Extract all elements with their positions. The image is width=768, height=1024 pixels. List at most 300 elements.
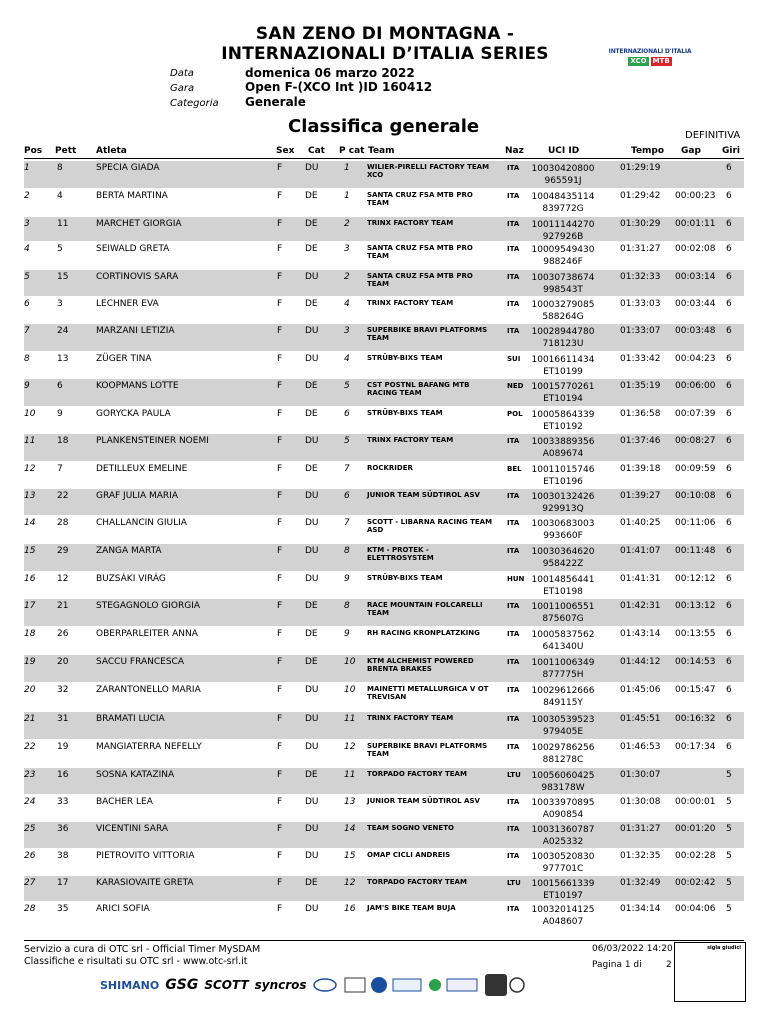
- cell-gap: 00:13:12: [675, 601, 716, 611]
- cell-pett: 35: [57, 904, 69, 914]
- cell-gap: 00:03:14: [675, 272, 716, 282]
- cell-tempo: 01:37:46: [620, 436, 661, 446]
- cell-uci: 10015770261 ET10194: [531, 382, 595, 404]
- cell-pcat: 3: [344, 326, 350, 336]
- cell-gap: 00:01:11: [675, 219, 716, 229]
- cell-team: TRINX FACTORY TEAM: [367, 714, 454, 722]
- cell-cat: DE: [305, 409, 318, 419]
- cell-atleta: BERTA MARTINA: [96, 191, 168, 201]
- cell-gap: 00:00:01: [675, 797, 716, 807]
- cell-gap: 00:14:53: [675, 657, 716, 667]
- cell-atleta: MARCHET GIORGIA: [96, 219, 182, 229]
- cell-cat: DU: [305, 904, 319, 914]
- cell-tempo: 01:30:08: [620, 797, 661, 807]
- col-cat: Cat: [308, 146, 325, 156]
- cell-pcat: 12: [344, 878, 356, 888]
- cell-atleta: BRAMATI LUCIA: [96, 714, 165, 724]
- cell-cat: DE: [305, 601, 318, 611]
- logo-text: INTERNAZIONALI D'ITALIA: [608, 48, 692, 55]
- cell-giri: 6: [726, 685, 732, 695]
- cell-atleta: OBERPARLEITER ANNA: [96, 629, 198, 639]
- cell-tempo: 01:43:14: [620, 629, 661, 639]
- cell-pos: 4: [24, 244, 30, 254]
- judges-signature-label: sigla giudici: [707, 945, 741, 951]
- cell-giri: 5: [726, 904, 732, 914]
- cell-pos: 5: [24, 272, 30, 282]
- cell-pett: 7: [57, 464, 63, 474]
- cell-pcat: 10: [344, 657, 356, 667]
- cell-naz: ITA: [507, 743, 520, 751]
- cell-cat: DU: [305, 163, 319, 173]
- cell-gap: 00:11:06: [675, 518, 716, 528]
- cell-cat: DE: [305, 191, 318, 201]
- cell-pett: 38: [57, 851, 69, 861]
- cell-naz: ITA: [507, 327, 520, 335]
- cell-pcat: 6: [344, 409, 350, 419]
- cell-tempo: 01:34:14: [620, 904, 661, 914]
- cell-pcat: 16: [344, 904, 356, 914]
- cell-tempo: 01:41:31: [620, 574, 661, 584]
- cell-pett: 9: [57, 409, 63, 419]
- cell-cat: DE: [305, 770, 318, 780]
- table-row: [24, 217, 744, 241]
- cell-cat: DE: [305, 381, 318, 391]
- table-row: [24, 161, 744, 188]
- cell-pett: 17: [57, 878, 69, 888]
- footer-page-label: Pagina 1 di: [592, 960, 642, 970]
- cell-pos: 3: [24, 219, 30, 229]
- col-sex: Sex: [276, 146, 295, 156]
- cell-tempo: 01:44:12: [620, 657, 661, 667]
- cell-pett: 13: [57, 354, 69, 364]
- cell-naz: BEL: [507, 465, 522, 473]
- cell-pett: 12: [57, 574, 69, 584]
- event-title-line2: INTERNAZIONALI D’ITALIA SERIES: [221, 44, 549, 64]
- cell-pett: 33: [57, 797, 69, 807]
- cell-atleta: KOOPMANS LOTTE: [96, 381, 179, 391]
- cell-pos: 26: [24, 851, 36, 861]
- cell-tempo: 01:30:07: [620, 770, 661, 780]
- cell-gap: 00:02:42: [675, 878, 716, 888]
- cell-atleta: SOSNA KATAZINA: [96, 770, 175, 780]
- cell-gap: 00:00:23: [675, 191, 716, 201]
- cell-uci: 10033970895 A090854: [531, 798, 595, 820]
- cell-naz: HUN: [507, 575, 525, 583]
- cell-sex: F: [277, 491, 283, 501]
- cell-giri: 6: [726, 742, 732, 752]
- cell-naz: ITA: [507, 547, 520, 555]
- cell-tempo: 01:33:03: [620, 299, 661, 309]
- table-row: [24, 270, 744, 296]
- cell-pos: 13: [24, 491, 36, 501]
- cell-pcat: 7: [344, 518, 350, 528]
- cell-uci: 10033889356 A089674: [531, 437, 595, 459]
- table-row: [24, 599, 744, 626]
- cell-atleta: CHALLANCIN GIULIA: [96, 518, 187, 528]
- cell-pcat: 2: [344, 272, 350, 282]
- cell-sex: F: [277, 574, 283, 584]
- sponsor-gsg: GSG: [165, 977, 199, 993]
- cell-naz: SUI: [507, 355, 521, 363]
- cell-cat: DU: [305, 491, 319, 501]
- cell-team: TEAM SOGNO VENETO: [367, 824, 454, 832]
- cell-tempo: 01:36:58: [620, 409, 661, 419]
- cell-pos: 21: [24, 714, 36, 724]
- cell-pos: 18: [24, 629, 36, 639]
- cell-giri: 6: [726, 657, 732, 667]
- cell-atleta: VICENTINI SARA: [96, 824, 168, 834]
- cell-tempo: 01:45:06: [620, 685, 661, 695]
- cell-gap: 00:16:32: [675, 714, 716, 724]
- cell-uci: 10030364620 958422Z: [531, 547, 595, 569]
- cell-uci: 10048435114 839772G: [531, 192, 595, 214]
- cell-gap: 00:17:34: [675, 742, 716, 752]
- cell-giri: 5: [726, 824, 732, 834]
- cell-cat: DE: [305, 299, 318, 309]
- cell-giri: 6: [726, 299, 732, 309]
- cell-sex: F: [277, 436, 283, 446]
- cell-team: JUNIOR TEAM SÜDTIROL ASV: [367, 491, 480, 499]
- cell-pos: 1: [24, 163, 30, 173]
- cell-uci: 10030683003 993660F: [531, 519, 595, 541]
- footer-service: Servizio a cura di OTC srl - Official Timer MySDAM: [24, 944, 261, 955]
- cell-tempo: 01:32:33: [620, 272, 661, 282]
- cell-atleta: BUZSÁKI VIRÁG: [96, 574, 166, 584]
- col-naz: Naz: [505, 146, 524, 156]
- cell-atleta: SEIWALD GRETA: [96, 244, 170, 254]
- cell-cat: DU: [305, 685, 319, 695]
- header-divider: [24, 158, 744, 159]
- sponsor-logos-icon: [313, 973, 533, 997]
- cell-pett: 32: [57, 685, 69, 695]
- cell-pcat: 13: [344, 797, 356, 807]
- cell-team: SCOTT - LIBARNA RACING TEAM ASD: [367, 518, 493, 534]
- event-title-line1: SAN ZENO DI MONTAGNA -: [255, 24, 515, 44]
- table-row: [24, 379, 744, 406]
- cell-pett: 36: [57, 824, 69, 834]
- cell-team: SUPERBIKE BRAVI PLATFORMS TEAM: [367, 742, 488, 758]
- cell-naz: ITA: [507, 658, 520, 666]
- table-row: [24, 768, 744, 794]
- cell-pett: 15: [57, 272, 69, 282]
- table-row: [24, 627, 744, 654]
- col-uci: UCI ID: [548, 146, 580, 156]
- cell-pcat: 7: [344, 464, 350, 474]
- cell-gap: 00:04:23: [675, 354, 716, 364]
- cell-uci: 10029612666 849115Y: [531, 686, 595, 708]
- table-row: [24, 324, 744, 351]
- cell-cat: DU: [305, 518, 319, 528]
- cell-sex: F: [277, 878, 283, 888]
- cell-naz: ITA: [507, 519, 520, 527]
- cell-cat: DE: [305, 464, 318, 474]
- cell-tempo: 01:31:27: [620, 244, 661, 254]
- cell-pos: 28: [24, 904, 36, 914]
- cell-pcat: 11: [344, 770, 356, 780]
- table-row: [24, 822, 744, 848]
- table-row: [24, 712, 744, 739]
- cell-cat: DU: [305, 797, 319, 807]
- cell-uci: 10011006551 875607G: [531, 602, 595, 624]
- cell-team: STRÜBY-BIXS TEAM: [367, 409, 443, 417]
- cell-pett: 29: [57, 546, 69, 556]
- cell-naz: ITA: [507, 300, 520, 308]
- cell-atleta: DETILLEUX EMELINE: [96, 464, 188, 474]
- cell-pett: 20: [57, 657, 69, 667]
- cell-uci: 10005837562 641340U: [531, 630, 595, 652]
- gara-label: Gara: [170, 83, 195, 94]
- cell-naz: POL: [507, 410, 523, 418]
- cell-gap: 00:13:55: [675, 629, 716, 639]
- cell-sex: F: [277, 657, 283, 667]
- cell-team: TRINX FACTORY TEAM: [367, 299, 454, 307]
- cell-pett: 16: [57, 770, 69, 780]
- cell-team: KTM - PROTEK - ELETTROSYSTEM: [367, 546, 434, 562]
- cell-pos: 16: [24, 574, 36, 584]
- cell-pos: 7: [24, 326, 30, 336]
- table-row: [24, 572, 744, 598]
- cell-giri: 6: [726, 491, 732, 501]
- cell-gap: 00:11:48: [675, 546, 716, 556]
- report-status: DEFINITIVA: [685, 130, 741, 141]
- cell-uci: 10005864339 ET10192: [531, 410, 595, 432]
- cell-pett: 11: [57, 219, 69, 229]
- col-atleta: Atleta: [96, 146, 127, 156]
- cell-uci: 10014856441 ET10198: [531, 575, 595, 597]
- cell-pett: 18: [57, 436, 69, 446]
- table-row: [24, 902, 744, 932]
- sponsor-syncros: syncros: [254, 978, 307, 992]
- col-tempo: Tempo: [631, 146, 665, 156]
- cell-sex: F: [277, 244, 283, 254]
- table-row: [24, 876, 744, 901]
- cell-tempo: 01:29:42: [620, 191, 661, 201]
- cell-pett: 8: [57, 163, 63, 173]
- table-row: [24, 795, 744, 821]
- footer-page-total: 2: [666, 960, 672, 970]
- cell-giri: 6: [726, 409, 732, 419]
- cell-gap: 00:01:20: [675, 824, 716, 834]
- cell-tempo: 01:31:27: [620, 824, 661, 834]
- cell-uci: 10016611434 ET10199: [531, 355, 595, 377]
- cell-sex: F: [277, 326, 283, 336]
- cell-atleta: ZANGA MARTA: [96, 546, 162, 556]
- cell-sex: F: [277, 163, 283, 173]
- cell-uci: 10030520830 977701C: [531, 852, 595, 874]
- cell-team: TORPADO FACTORY TEAM: [367, 878, 467, 886]
- cell-tempo: 01:33:42: [620, 354, 661, 364]
- cell-atleta: ARICI SOFIA: [96, 904, 150, 914]
- cell-pcat: 5: [344, 436, 350, 446]
- cell-pcat: 15: [344, 851, 356, 861]
- cell-team: RACE MOUNTAIN FOLCARELLI TEAM: [367, 601, 483, 617]
- cell-cat: DU: [305, 574, 319, 584]
- cell-team: STRÜBY-BIXS TEAM: [367, 354, 443, 362]
- cell-atleta: GORYCKA PAULA: [96, 409, 171, 419]
- cell-sex: F: [277, 272, 283, 282]
- cell-pos: 24: [24, 797, 36, 807]
- cell-sex: F: [277, 219, 283, 229]
- table-row: [24, 407, 744, 433]
- cell-pos: 11: [24, 436, 36, 446]
- col-team: Team: [368, 146, 395, 156]
- col-giri: Giri: [722, 146, 740, 156]
- cell-team: TRINX FACTORY TEAM: [367, 436, 454, 444]
- table-row: [24, 189, 744, 217]
- gara-value: Open F-(XCO Int )ID 160412: [245, 80, 433, 94]
- cell-giri: 5: [726, 797, 732, 807]
- cell-pos: 12: [24, 464, 36, 474]
- cell-pos: 22: [24, 742, 36, 752]
- logo-xco: XCO: [630, 57, 647, 65]
- table-row: [24, 489, 744, 515]
- cell-sex: F: [277, 601, 283, 611]
- report-title: Classifica generale: [288, 116, 480, 137]
- sponsor-strip: [100, 972, 600, 998]
- col-pos: Pos: [24, 146, 43, 156]
- cell-naz: ITA: [507, 492, 520, 500]
- cell-atleta: ZARANTONELLO MARIA: [96, 685, 201, 695]
- cell-sex: F: [277, 299, 283, 309]
- cell-tempo: 01:32:49: [620, 878, 661, 888]
- cell-gap: 00:03:44: [675, 299, 716, 309]
- table-row: [24, 297, 744, 323]
- data-value: domenica 06 marzo 2022: [245, 66, 415, 80]
- cell-naz: LTU: [507, 771, 521, 779]
- cell-uci: 10030539523 979405E: [531, 715, 595, 737]
- footer-datetime: 06/03/2022 14:20: [592, 944, 673, 954]
- cell-pos: 9: [24, 381, 30, 391]
- cell-tempo: 01:30:29: [620, 219, 661, 229]
- data-label: Data: [170, 68, 194, 79]
- cell-naz: ITA: [507, 798, 520, 806]
- cell-giri: 5: [726, 770, 732, 780]
- cell-cat: DU: [305, 742, 319, 752]
- col-pcat: P cat: [339, 146, 365, 156]
- cell-tempo: 01:39:27: [620, 491, 661, 501]
- cell-giri: 5: [726, 851, 732, 861]
- cell-uci: 10011006349 877775H: [531, 658, 595, 680]
- cell-cat: DU: [305, 824, 319, 834]
- cell-atleta: KARASIOVAITE GRETA: [96, 878, 194, 888]
- cell-atleta: MARZANI LETIZIA: [96, 326, 175, 336]
- cell-giri: 6: [726, 381, 732, 391]
- col-gap: Gap: [681, 146, 701, 156]
- cell-sex: F: [277, 354, 283, 364]
- cell-giri: 6: [726, 518, 732, 528]
- cell-uci: 10015661339 ET10197: [531, 879, 595, 901]
- cell-pcat: 8: [344, 546, 350, 556]
- cell-atleta: STEGAGNOLO GIORGIA: [96, 601, 201, 611]
- table-row: [24, 683, 744, 711]
- cell-team: ROCKRIDER: [367, 464, 413, 472]
- cell-giri: 6: [726, 163, 732, 173]
- cell-cat: DU: [305, 354, 319, 364]
- cell-naz: ITA: [507, 905, 520, 913]
- cell-giri: 6: [726, 629, 732, 639]
- cell-team: JAM'S BIKE TEAM BUJA: [367, 904, 456, 912]
- cell-atleta: PLANKENSTEINER NOEMI: [96, 436, 209, 446]
- cell-pos: 15: [24, 546, 36, 556]
- cell-giri: 6: [726, 546, 732, 556]
- cell-team: WILIER-PIRELLI FACTORY TEAM XCO: [367, 163, 490, 179]
- cell-sex: F: [277, 518, 283, 528]
- cell-giri: 5: [726, 878, 732, 888]
- cell-pos: 8: [24, 354, 30, 364]
- table-row: [24, 849, 744, 875]
- cell-team: SANTA CRUZ FSA MTB PRO TEAM: [367, 191, 473, 207]
- event-logo: [605, 48, 695, 70]
- cell-pett: 19: [57, 742, 69, 752]
- cell-atleta: LECHNER EVA: [96, 299, 159, 309]
- cell-sex: F: [277, 409, 283, 419]
- cell-pcat: 1: [344, 191, 350, 201]
- cell-atleta: CORTINOVIS SARA: [96, 272, 179, 282]
- cell-tempo: 01:45:51: [620, 714, 661, 724]
- cell-sex: F: [277, 824, 283, 834]
- cell-pcat: 10: [344, 685, 356, 695]
- cell-naz: ITA: [507, 825, 520, 833]
- cell-gap: 00:15:47: [675, 685, 716, 695]
- cell-giri: 6: [726, 244, 732, 254]
- cell-pett: 26: [57, 629, 69, 639]
- cell-gap: 00:04:06: [675, 904, 716, 914]
- cell-team: SANTA CRUZ FSA MTB PRO TEAM: [367, 244, 473, 260]
- cell-cat: DU: [305, 546, 319, 556]
- table-row: [24, 434, 744, 461]
- cell-pos: 27: [24, 878, 36, 888]
- cell-naz: ITA: [507, 220, 520, 228]
- table-row: [24, 352, 744, 378]
- cell-naz: ITA: [507, 164, 520, 172]
- cell-sex: F: [277, 685, 283, 695]
- footer-results: Classifiche e risultati su OTC srl - www.otc-srl.it: [24, 956, 248, 967]
- cell-pos: 14: [24, 518, 36, 528]
- cell-pos: 17: [24, 601, 36, 611]
- cell-sex: F: [277, 629, 283, 639]
- cell-tempo: 01:32:35: [620, 851, 661, 861]
- cell-uci: 10030132426 929913Q: [531, 492, 595, 514]
- cell-uci: 10030738674 998543T: [531, 273, 595, 295]
- cell-gap: 00:12:12: [675, 574, 716, 584]
- cell-pcat: 12: [344, 742, 356, 752]
- col-pett: Pett: [55, 146, 77, 156]
- cell-uci: 10031360787 A025332: [531, 825, 595, 847]
- cell-pcat: 3: [344, 244, 350, 254]
- cell-tempo: 01:41:07: [620, 546, 661, 556]
- footer-divider: [24, 940, 744, 941]
- cell-pcat: 5: [344, 381, 350, 391]
- sponsor-shimano: SHIMANO: [100, 978, 160, 992]
- cell-naz: LTU: [507, 879, 521, 887]
- table-row: [24, 655, 744, 682]
- cell-team: TORPADO FACTORY TEAM: [367, 770, 467, 778]
- cell-pos: 2: [24, 191, 30, 201]
- cell-giri: 6: [726, 191, 732, 201]
- cell-tempo: 01:33:07: [620, 326, 661, 336]
- cell-giri: 6: [726, 326, 732, 336]
- cell-uci: 10028944780 718123U: [531, 327, 595, 349]
- cell-tempo: 01:35:19: [620, 381, 661, 391]
- cell-team: TRINX FACTORY TEAM: [367, 219, 454, 227]
- cell-tempo: 01:39:18: [620, 464, 661, 474]
- cell-pos: 10: [24, 409, 36, 419]
- cell-naz: ITA: [507, 273, 520, 281]
- cell-giri: 6: [726, 272, 732, 282]
- cell-uci: 10029786256 881278C: [531, 743, 595, 765]
- cell-team: KTM ALCHEMIST POWERED BRENTA BRAKES: [367, 657, 474, 673]
- cell-tempo: 01:40:25: [620, 518, 661, 528]
